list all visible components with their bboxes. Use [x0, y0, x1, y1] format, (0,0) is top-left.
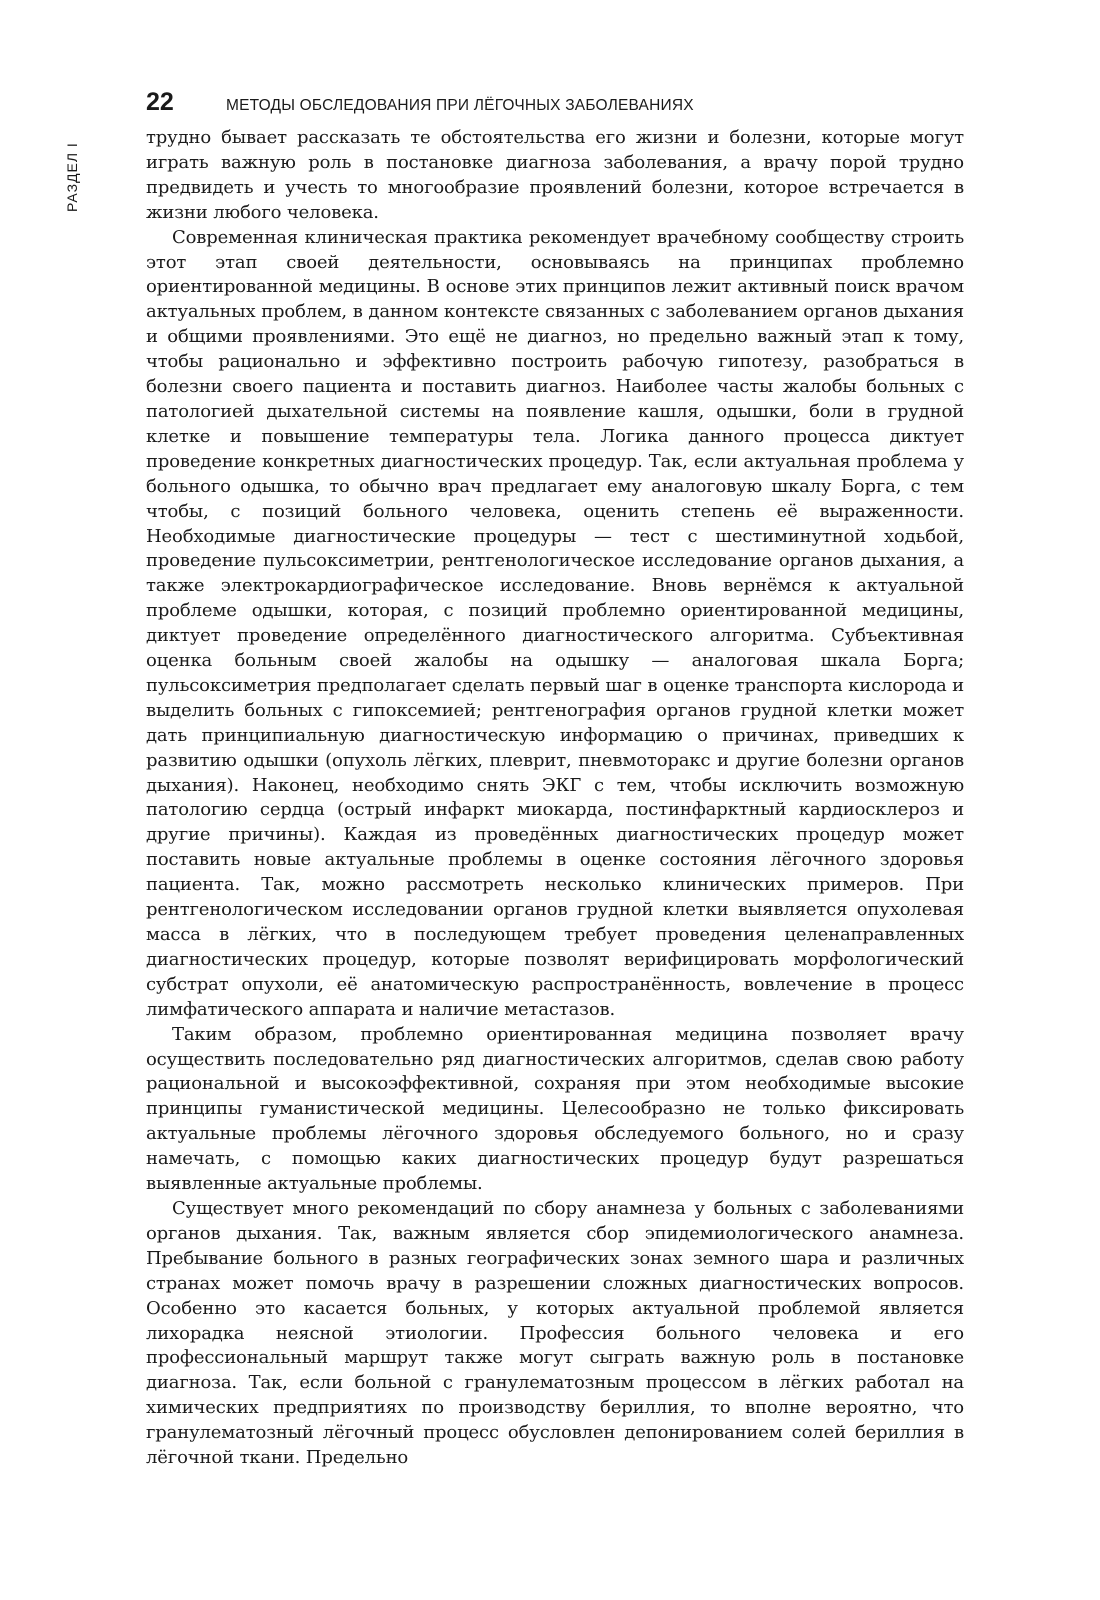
paragraph-3: Таким образом, проблемно ориентированная медицина позволяет врачу осуществить последовательно ряд диагностических алгоритмов, сделав свою работу рациональной и высокоэффективной, сохраняя при этом необходимые высокие принципы гуманистической медицины. Целесообразно не только фиксировать актуальные проблемы лёгочного здоровья обследуемого больного, но и сразу намечать, с помощью каких диагностических процедур будут разрешаться выявленные актуальные проблемы. [146, 1023, 964, 1195]
body-text [146, 126, 964, 1471]
paragraph-4: Существует много рекомендаций по сбору анамнеза у больных с заболеваниями органов дыхания. Так, важным является сбор эпидемиологического анамнеза. Пребывание больного в разных географических зонах земного шара и различных странах может помочь врачу в разрешении сложных диагностических вопросов. Особенно это касается больных, у которых актуальной проблемой является лихорадка неясной этиологии. Профессия больного человека и его профессиональный маршрут также могут сыграть важную роль в постановке диагноза. Так, если больной с гранулематозным процессом в лёгких работал на химических предприятиях по производству бериллия, то вполне вероятно, что гранулематозный лёгочный процесс обусловлен депонированием солей бериллия в лёгочной ткани. Предельно [146, 1197, 964, 1469]
section-tab: РАЗДЕЛ I [64, 142, 80, 212]
paragraph-1: трудно бывает рассказать те обстоятельства его жизни и болезни, которые могут играть важную роль в постановке диагноза заболевания, а врачу порой трудно предвидеть и учесть то многообразие проявлений болезни, которое встречается в жизни любого человека. [146, 127, 964, 223]
paragraph-2: Современная клиническая практика рекомендует врачебному сообществу строить этот этап своей деятельности, основываясь на принципах проблемно ориентированной медицины. В основе этих принципов лежит активный поиск врачом актуальных проблем, в данном контексте связанных с заболеванием органов дыхания и общими проявлениями. Это ещё не диагноз, но предельно важный этап к тому, чтобы рационально и эффективно построить рабочую гипотезу, разобраться в болезни своего пациента и поставить диагноз. Наиболее часты жалобы больных с патологией дыхательной системы на появление кашля, одышки, боли в грудной клетке и повышение температуры тела. Логика данного процесса диктует проведение конкретных диагностических процедур. Так, если актуальная проблема у больного одышка, то обычно врач предлагает ему аналоговую шкалу Борга, с тем чтобы, с позиций больного человека, оценить степень её выраженности. Необходимые диагностические процедуры — тест с шестиминутной ходьбой, проведение пульсоксиметрии, рентгенологическое исследование органов дыхания, а также электрокардиографическое исследование. Вновь вернёмся к актуальной проблеме одышки, которая, с позиций проблемно ориентированной медицины, диктует проведение определённого диагностического алгоритма. Субъективная оценка больным своей жалобы на одышку — аналоговая шкала Борга; пульсоксиметрия предполагает сделать первый шаг в оценке транспорта кислорода и выделить больных с гипоксемией; рентгенография органов грудной клетки может дать принципиальную диагностическую информацию о причинах, приведших к развитию одышки (опухоль лёгких, плеврит, пневмоторакс и другие болезни органов дыхания). Наконец, необходимо снять ЭКГ с тем, чтобы исключить возможную патологию сердца (острый инфаркт миокарда, постинфарктный кардиосклероз и другие причины). Каждая из проведённых диагностических процедур может поставить новые актуальные проблемы в оценке состояния лёгочного здоровья пациента. Так, можно рассмотреть несколько клинических примеров. При рентгенологическом исследовании органов грудной клетки выявляется опухолевая масса в лёгких, что в последующем требует проведения целенаправленных диагностических процедур, которые позволят верифицировать морфологический субстрат опухоли, её анатомическую распространённость, вовлечение в процесс лимфатического аппарата и наличие метастазов. [146, 226, 964, 1020]
page-number: 22 [146, 88, 174, 116]
running-title: МЕТОДЫ ОБСЛЕДОВАНИЯ ПРИ ЛЁГОЧНЫХ ЗАБОЛЕВАНИЯХ [226, 97, 694, 114]
page-header [146, 88, 694, 117]
